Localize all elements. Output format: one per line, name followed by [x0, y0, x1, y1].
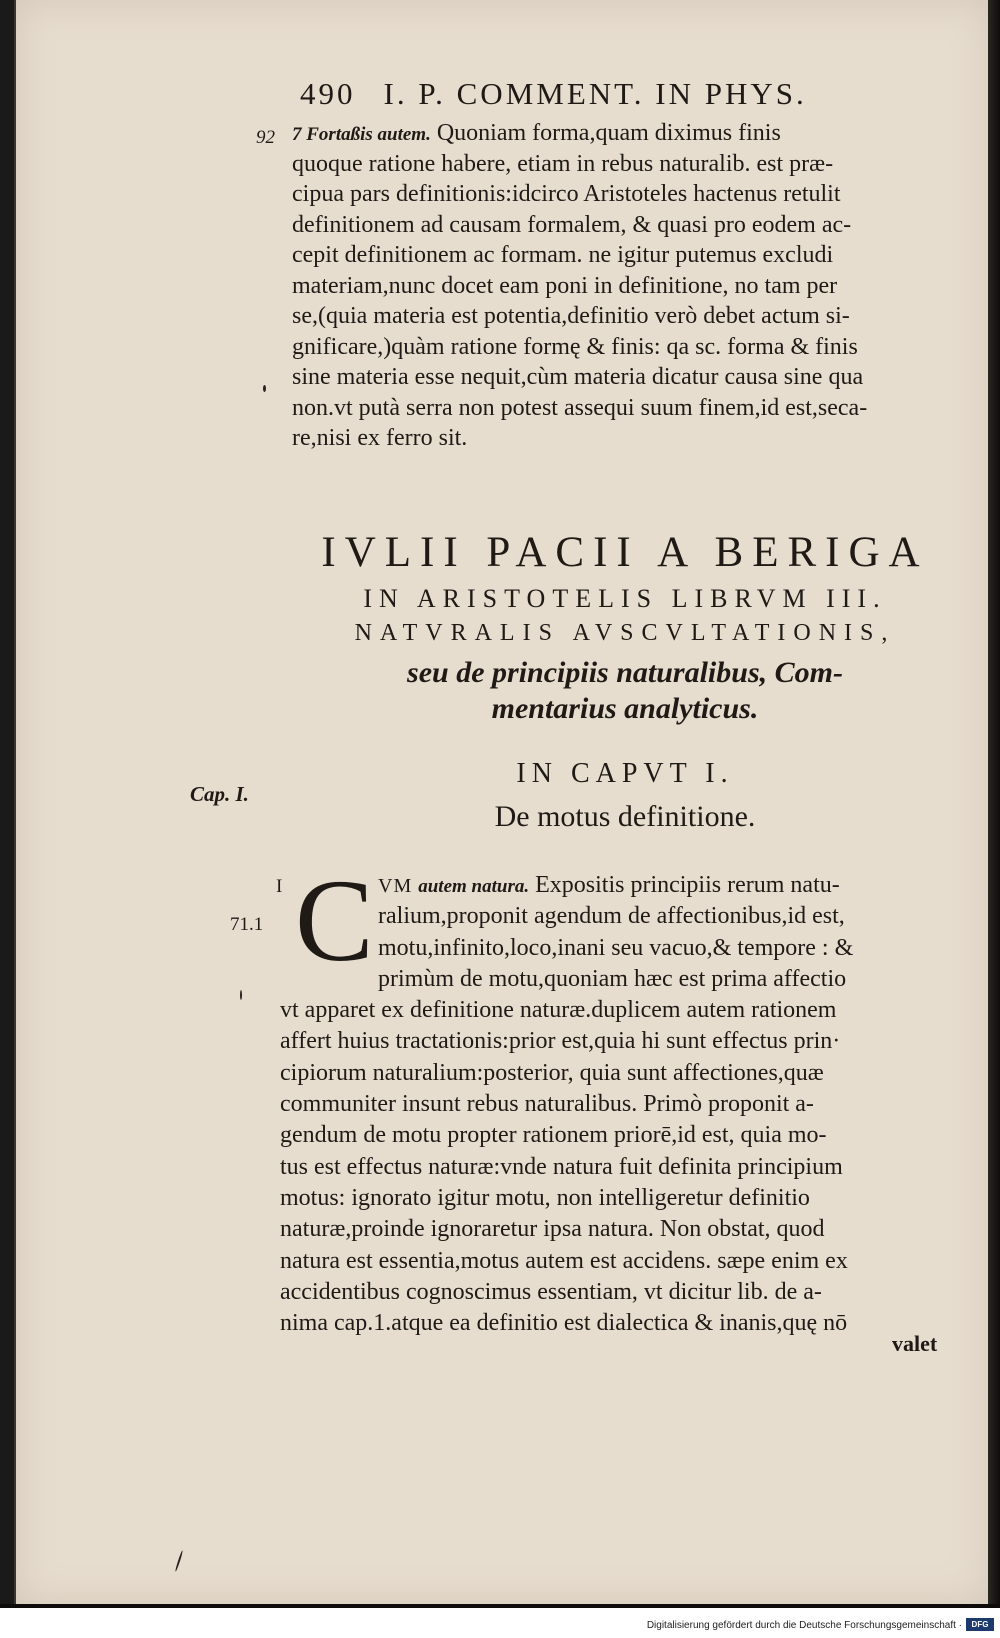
commentary-block [292, 118, 952, 454]
marginal-note-ref: 71.1 [230, 914, 264, 935]
body-line: motu,infinito,loco,inani seu vacuo,& tempore : & [378, 934, 854, 961]
body-line: natura est essentia,motus autem est accidens. sæpe enim ex [280, 1247, 848, 1274]
body-line: gendum de motu propter rationem priorē,id est, quia mo- [280, 1122, 827, 1149]
body-line: affert huius tractationis:prior est,quia hi sunt effectus prin· [280, 1028, 841, 1055]
body-line: ralium,proponit agendum de affectionibus,id est, [378, 903, 845, 930]
body-line: cipiorum naturalium:posterior, quia sunt affectiones,quæ [280, 1059, 824, 1086]
body-line [280, 870, 950, 901]
footer-credit: Digitalisierung gefördert durch die Deutsche Forschungsgemeinschaft · [646, 1620, 962, 1631]
marginal-note-top: 92 [256, 127, 275, 148]
chapter-title: De motus definitione. [494, 800, 756, 833]
incipit-italic: autem natura. [418, 876, 530, 897]
drop-cap: C [295, 855, 374, 986]
commentary-line: definitionem ad causam formalem, & quasi pro eodem ac- [292, 211, 852, 238]
dfg-logo-icon: DFG [966, 1618, 994, 1631]
commentary-line: se,(quia materia est potentia,definitio verò debet actum si- [292, 303, 850, 329]
running-head [300, 76, 900, 112]
body-line: vt apparet ex definitione naturæ.duplicem autem rationem [280, 997, 837, 1024]
commentary-line: quoque ratione habere, etiam in rebus naturalib. est præ- [292, 150, 834, 177]
book-title-work: NATVRALIS AVSCVLTATIONIS, [354, 620, 896, 646]
digitization-footer [0, 1608, 1000, 1638]
body-line: naturæ,proinde ignoraretur ipsa natura. Non obstat, quod [280, 1216, 825, 1243]
commentary-line: cipua pars definitionis:idcirco Aristoteles hactenus retulit [292, 181, 841, 207]
page-edge-shadow [988, 0, 1000, 1604]
commentary-incipit: 7 Fortaßis autem. [292, 124, 431, 145]
ink-speck [263, 385, 266, 392]
body-text-block [280, 870, 950, 1339]
book-title-subject: IN ARISTOTELIS LIBRVM III. [363, 584, 887, 613]
commentary-line: sine materia esse nequit,cùm materia dicatur causa sine qua [292, 364, 864, 390]
ink-speck [240, 990, 242, 1000]
marginal-note-cap: Cap. I. [190, 782, 249, 806]
commentary-line: non.vt putà serra non potest assequi suum finem,id est,seca- [292, 394, 868, 421]
commentary-line: cepit definitionem ac formam. ne igitur putemus excludi [292, 242, 834, 268]
body-line: communiter insunt rebus naturalibus. Primò proponit a- [280, 1091, 814, 1118]
commentary-line [292, 118, 952, 149]
incipit-caps: VM [378, 875, 413, 897]
book-title-author: IVLII PACII A BERIGA [321, 529, 929, 576]
commentary-line: re,nisi ex ferro sit. [292, 425, 468, 451]
body-line: primùm de motu,quoniam hæc est prima affectio [378, 965, 847, 992]
body-line: accidentibus cognoscimus essentiam, vt dicitur lib. de a- [280, 1278, 822, 1305]
running-head-title: I. P. COMMENT. IN PHYS. [383, 76, 807, 111]
chapter-heading: IN CAPVT I. [516, 758, 734, 789]
body-line-text: Expositis principiis rerum natu- [535, 872, 840, 898]
marginal-note-num: I [276, 876, 283, 897]
commentary-line: materiam,nunc docet eam poni in definitione, no tam per [292, 272, 838, 299]
commentary-line-text: Quoniam forma,quam diximus finis [436, 120, 781, 146]
book-title-italic-line1: seu de principiis naturalibus, Com- [407, 656, 843, 689]
page-number: 490 [300, 76, 356, 111]
commentary-line: gnificare,)quàm ratione formę & finis: qa sc. forma & finis [292, 333, 858, 360]
book-title-italic-line2: mentarius analyticus. [491, 692, 759, 725]
body-line: nima cap.1.atque ea definitio est dialectica & inanis,quę nō [280, 1310, 848, 1337]
catchword: valet [892, 1331, 938, 1356]
body-line: motus: ignorato igitur motu, non intelligeretur definitio [280, 1184, 810, 1211]
body-line: tus est effectus naturæ:vnde natura fuit definita principium [280, 1153, 843, 1180]
